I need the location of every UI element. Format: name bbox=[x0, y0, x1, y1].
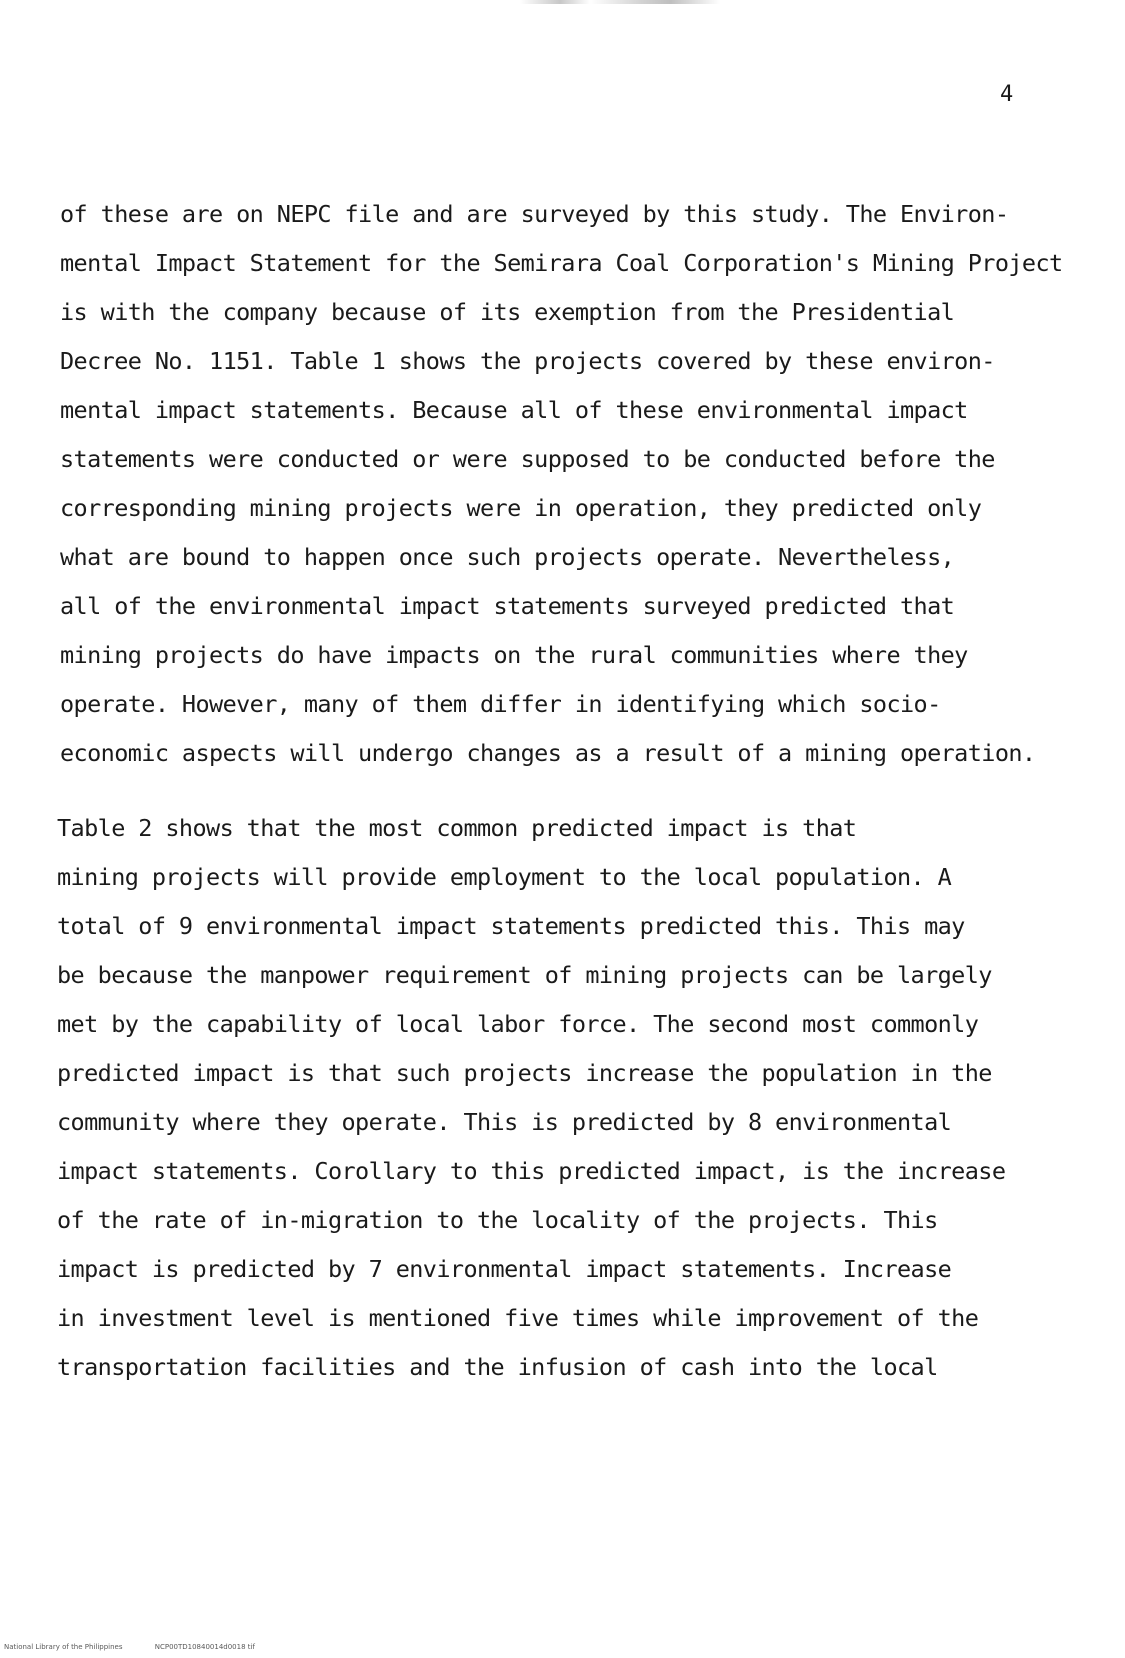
scan-artifact bbox=[520, 0, 720, 4]
text-line: transportation facilities and the infusion of cash into the local bbox=[57, 1353, 938, 1381]
text-line: statements were conducted or were supposed to be conducted before the bbox=[60, 445, 995, 473]
text-line: met by the capability of local labor force. The second most commonly bbox=[57, 1010, 979, 1038]
text-line: is with the company because of its exemption from the Presidential bbox=[60, 298, 955, 326]
text-line: mining projects will provide employment to the local population. A bbox=[57, 863, 952, 891]
footer-file-id: NCP00TD10840014d0018 tif bbox=[154, 1643, 255, 1651]
text-line: mental Impact Statement for the Semirara Coal Corporation's Mining Project bbox=[60, 249, 1063, 277]
text-line: what are bound to happen once such projects operate. Nevertheless, bbox=[60, 543, 955, 571]
scan-footer bbox=[4, 1643, 285, 1652]
text-line: impact statements. Corollary to this predicted impact, is the increase bbox=[57, 1157, 1006, 1185]
text-line: Decree No. 1151. Table 1 shows the projects covered by these environ- bbox=[60, 347, 995, 375]
text-line: mental impact statements. Because all of these environmental impact bbox=[60, 396, 968, 424]
text-line: total of 9 environmental impact statements predicted this. This may bbox=[57, 912, 965, 940]
text-line: impact is predicted by 7 environmental impact statements. Increase bbox=[57, 1255, 952, 1283]
text-line: economic aspects will undergo changes as a result of a mining operation. bbox=[60, 739, 1036, 767]
text-line: mining projects do have impacts on the rural communities where they bbox=[60, 641, 968, 669]
text-line: all of the environmental impact statements surveyed predicted that bbox=[60, 592, 955, 620]
text-line: in investment level is mentioned five times while improvement of the bbox=[57, 1304, 979, 1332]
text-line: operate. However, many of them differ in identifying which socio- bbox=[60, 690, 941, 718]
text-line: community where they operate. This is predicted by 8 environmental bbox=[57, 1108, 952, 1136]
text-line: Table 2 shows that the most common predicted impact is that bbox=[57, 814, 857, 842]
text-line: of these are on NEPC file and are surveyed by this study. The Environ- bbox=[60, 200, 1009, 228]
text-line: predicted impact is that such projects increase the population in the bbox=[57, 1059, 992, 1087]
text-line: corresponding mining projects were in operation, they predicted only bbox=[60, 494, 982, 522]
text-line: be because the manpower requirement of mining projects can be largely bbox=[57, 961, 992, 989]
text-line: of the rate of in-migration to the locality of the projects. This bbox=[57, 1206, 938, 1234]
page-number: 4 bbox=[1000, 82, 1014, 107]
footer-library: National Library of the Philippines bbox=[4, 1643, 123, 1651]
